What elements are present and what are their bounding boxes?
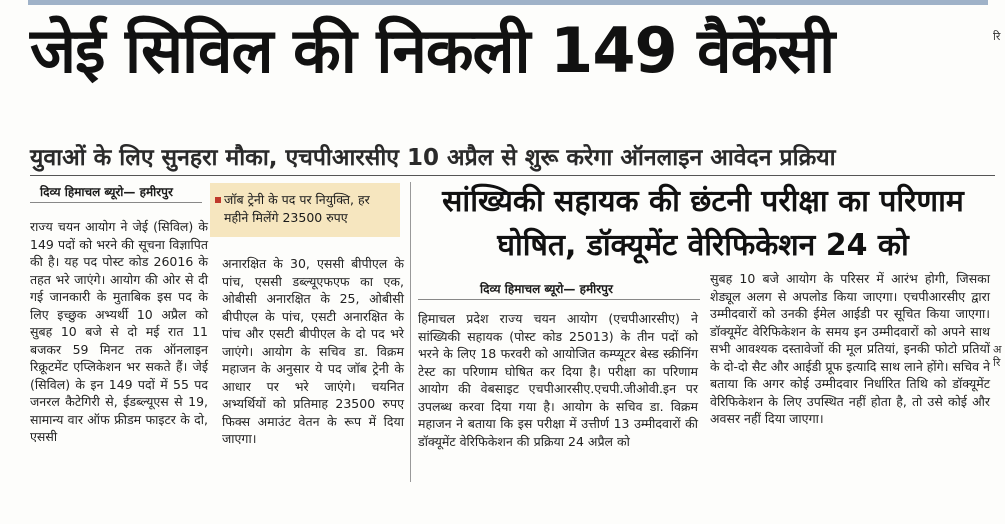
byline-underline-2 bbox=[418, 299, 700, 300]
story2-column-2-text: सुबह 10 बजे आयोग के परिसर में आरंभ होगी, जिसका शेड्यूल अलग से अपलोड किया जाएगा। एचपीआरसीए द्वारा उम्मीदवारों को उनकी ईमेल आईडी पर सूचित किया जाएगा। डॉक्यूमेंट वेरिफिकेशन के समय इन उम्मीदवारों को अपने साथ सभी आवश्यक दस्तावेजों की मूल प्रतियां, इनकी फोटो प्रतियों के दो-दो सैट और आईडी प्रूफ इत्यादि साथ लाने होंगे। सचिव ने बताया कि अगर कोई उम्मीदवार निर्धारित तिथि को डॉक्यूमेंट वेरिफिकेशन के लिए उपस्थित नहीं होता है, तो उसे कोई और अवसर नहीं दिया जाएगा। bbox=[710, 271, 990, 426]
section-divider bbox=[30, 175, 995, 176]
story1-highlight-text: जॉब ट्रेनी के पद पर नियुक्ति, हर महीने मिलेंगे 23500 रुपए bbox=[224, 192, 370, 225]
story2-column-2 bbox=[710, 270, 990, 428]
story2-column-1 bbox=[418, 310, 698, 450]
story2-byline: दिव्य हिमाचल ब्यूरो— हमीरपुर bbox=[480, 282, 613, 296]
byline-underline bbox=[30, 202, 202, 203]
top-color-bar bbox=[28, 0, 988, 5]
column-separator bbox=[410, 182, 411, 482]
edge-fragment: रि bbox=[993, 356, 1001, 369]
main-headline: जेई सिविल की निकली 149 वैकेंसी bbox=[30, 14, 835, 87]
story1-byline: दिव्य हिमाचल ब्यूरो— हमीरपुर bbox=[40, 185, 173, 199]
subheadline: युवाओं के लिए सुनहरा मौका, एचपीआरसीए 10 अप्रैल से शुरू करेगा ऑनलाइन आवेदन प्रक्रिया bbox=[30, 145, 836, 171]
story1-highlight-box bbox=[210, 183, 400, 237]
story1-column-2 bbox=[222, 255, 404, 448]
story1-column-1 bbox=[30, 218, 208, 446]
story2-column-1-text: हिमाचल प्रदेश राज्य चयन आयोग (एचपीआरसीए) ने सांख्यिकी सहायक (पोस्ट कोड 25013) के तीन पदों को भरने के लिए 18 फरवरी को आयोजित कम्प्यूटर बेस्ड स्क्रीनिंग टेस्ट का परिणाम घोषित कर दिया है। परीक्षा का परिणाम आयोग की वेबसाइट एचपीआरसीए.एचपी.जीओवी.इन पर उपलब्ध करवा दिया गया है। आयोग के सचिव डा. विक्रम महाजन ने बताया कि इस परीक्षा में उत्तीर्ण 13 उम्मीदवारों की डॉक्यूमेंट वेरिफिकेशन की प्रक्रिया 24 अप्रैल को bbox=[418, 311, 698, 449]
bullet-icon bbox=[215, 197, 221, 203]
story1-column-1-text: राज्य चयन आयोग ने जेई (सिविल) के 149 पदों को भरने की सूचना विज्ञापित की है। यह पद पोस्ट कोड 26016 के तहत भरे जाएंगे। आयोग की ओर से दी गई जानकारी के मुताबिक इस पद के लिए इच्छुक अभ्यर्थी 10 अप्रैल को सुबह 10 बजे से दो मई रात 11 बजकर 59 मिनट तक ऑनलाइन रिक्रूटमेंट एप्लिकेशन भर सकते हैं। जेई (सिविल) के इन 149 पदों में 55 पद जनरल कैटेगिरी से, ईडब्ल्यूएस से 19, सामान्य वार ऑफ फ्रीडम फाइटर के दो, एससी bbox=[30, 219, 208, 444]
story2-headline: सांख्यिकी सहायक की छंटनी परीक्षा का परिणाम घोषित, डॉक्यूमेंट वेरिफिकेशन 24 को bbox=[442, 184, 964, 263]
adjacent-column-fragment bbox=[993, 30, 1005, 369]
edge-fragment: अ bbox=[993, 343, 1002, 356]
edge-fragment: रि bbox=[993, 30, 1001, 43]
story1-column-2-text: अनारक्षित के 30, एससी बीपीएल के पांच, एससी डब्ल्यूएफएफ का एक, ओबीसी अनारक्षित के 25, ओबीसी बीपीएल के पांच, एसटी अनारक्षित के पांच और एसटी बीपीएल के दो पद भरे जाएंगे। आयोग के सचिव डा. विक्रम महाजन के अनुसार ये पद जॉब ट्रेनी के आधार पर भरे जाएंगे। चयनित अभ्यर्थियों को प्रतिमाह 23500 रुपए फिक्स अमाउंट वेतन के रूप में दिया जाएगा। bbox=[222, 256, 404, 446]
